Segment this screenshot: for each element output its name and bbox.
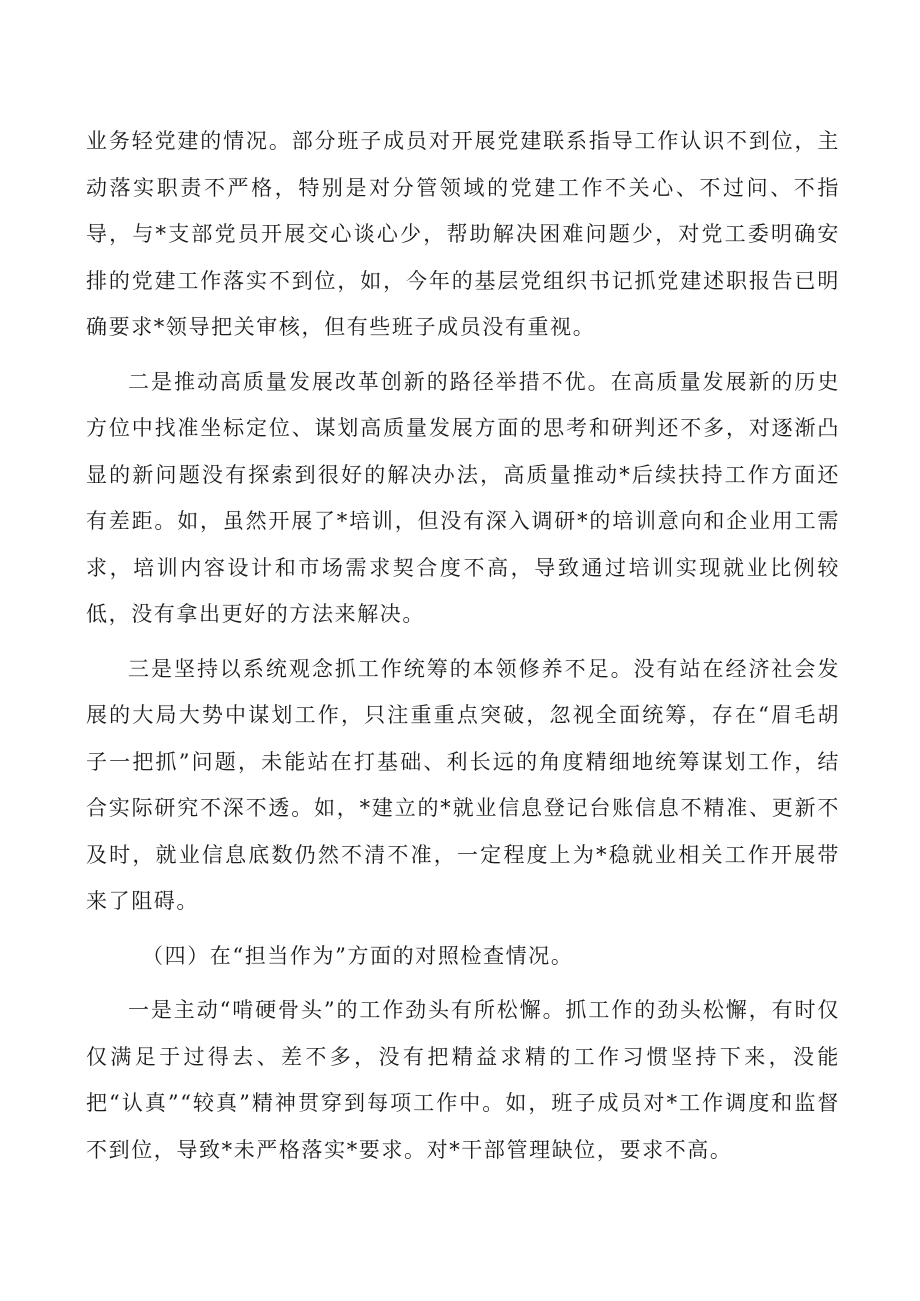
document-body — [86, 118, 840, 1181]
paragraph-point-one: 一是主动“啃硬骨头”的工作劲头有所松懈。抓工作的劲头松懈，有时仅仅满足于过得去、差不多，没有把精益求精的工作习惯坚持下来，没能把“认真”“较真”精神贯穿到每项工作中。如，班子成员对*工作调度和监督不到位，导致*未严格落实*要求。对*干部管理缺位，要求不高。 — [86, 998, 840, 1162]
paragraph-point-two: 二是推动高质量发展改革创新的路径举措不优。在高质量发展新的历史方位中找准坐标定位、谋划高质量发展方面的思考和研判还不多，对逐渐凸显的新问题没有探索到很好的解决办法，高质量推动*后续扶持工作方面还有差距。如，虽然开展了*培训，但没有深入调研*的培训意向和企业用工需求，培训内容设计和市场需求契合度不高，导致通过培训实现就业比例较低，没有拿出更好的方法来解决。 — [86, 369, 840, 626]
section-heading-four: （四）在“担当作为”方面的对照检查情况。 — [142, 943, 574, 968]
paragraph-continuation: 业务轻党建的情况。部分班子成员对开展党建联系指导工作认识不到位，主动落实职责不严格，特别是对分管领域的党建工作不关心、不过问、不指导，与*支部党员开展交心谈心少，帮助解决困难问题少，对党工委明确安排的党建工作落实不到位，如，今年的基层党组织书记抓党建述职报告已明确要求*领导把关审核，但有些班子成员没有重视。 — [86, 129, 840, 339]
paragraph-point-three: 三是坚持以系统观念抓工作统筹的本领修养不足。没有站在经济社会发展的大局大势中谋划工作，只注重重点突破，忽视全面统筹，存在“眉毛胡子一把抓”问题，未能站在打基础、利长远的角度精细地统筹谋划工作，结合实际研究不深不透。如，*建立的*就业信息登记台账信息不精准、更新不及时，就业信息底数仍然不清不准，一定程度上为*稳就业相关工作开展带来了阻碍。 — [86, 656, 840, 913]
